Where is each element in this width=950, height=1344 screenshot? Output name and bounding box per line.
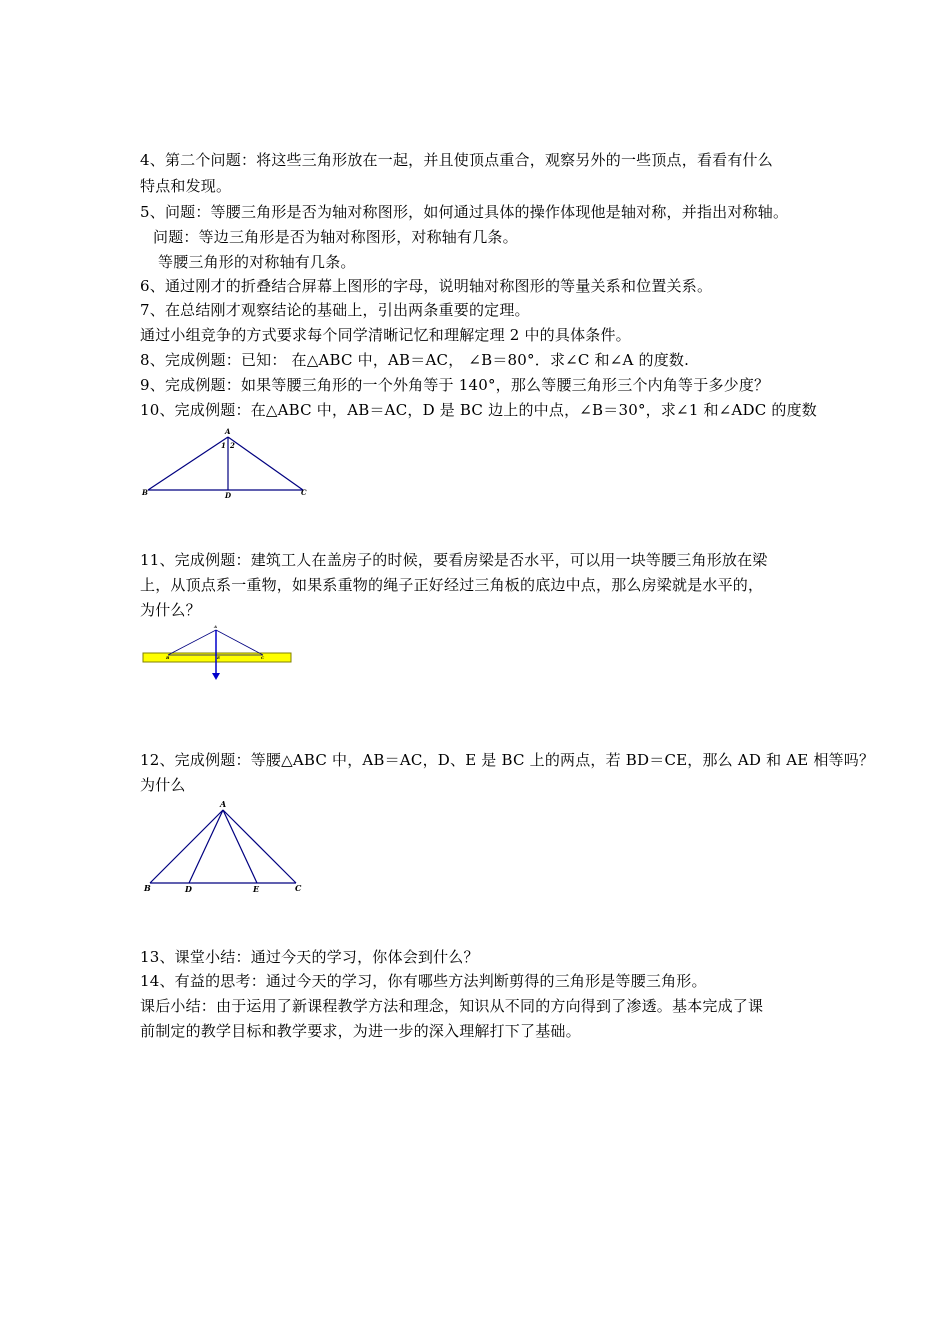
triangle-side-ab <box>168 630 216 655</box>
label-a: A <box>225 427 231 436</box>
label-c: C <box>295 883 302 893</box>
label-a: A <box>214 624 218 629</box>
segment-ad <box>189 810 223 883</box>
side-ab <box>150 810 223 883</box>
label-a: A <box>220 799 227 809</box>
item-8: 8、完成例题：已知： 在△ABC 中，AB＝AC， ∠B＝80°．求∠C 和∠A 的度数. <box>140 351 690 369</box>
item-11-line-2: 上，从顶点系一重物，如果系重物的绳子正好经过三角板的底边中点，那么房梁就是水平的， <box>140 576 764 594</box>
label-c: C <box>301 488 307 497</box>
beam-figure-11 <box>140 622 295 684</box>
label-c: C <box>261 655 265 660</box>
item-11-line-3: 为什么？ <box>140 601 201 619</box>
item-10: 10、完成例题：在△ABC 中，AB＝AC，D 是 BC 边上的中点，∠B＝30°，求∠1 和∠ADC 的度数 <box>140 401 818 419</box>
item-14: 14、有益的思考：通过今天的学习，你有哪些方法判断剪得的三角形是等腰三角形。 <box>140 972 707 990</box>
label-e: E <box>217 655 221 660</box>
angle-1-label: 1 <box>221 441 226 450</box>
triangle-figure-12 <box>140 798 310 898</box>
item-4-line-2: 特点和发现。 <box>140 177 232 195</box>
side-ac <box>223 810 296 883</box>
side-ac <box>228 437 303 490</box>
segment-ae <box>223 810 257 883</box>
weight-arrow-icon <box>212 673 220 680</box>
item-12-line-2: 为什么 <box>140 776 186 794</box>
side-ab <box>148 437 228 490</box>
label-d: D <box>185 884 192 894</box>
label-b: B <box>142 488 148 497</box>
triangle-side-ac <box>216 630 263 655</box>
triangle-figure-10 <box>140 425 310 500</box>
angle-2-label: 2 <box>230 441 235 450</box>
item-9: 9、完成例题：如果等腰三角形的一个外角等于 140°，那么等腰三角形三个内角等于多少度？ <box>140 376 770 394</box>
item-11-line-1: 11、完成例题：建筑工人在盖房子的时候，要看房梁是否水平，可以用一块等腰三角形放在梁 <box>140 551 768 569</box>
item-12-line-1: 12、完成例题：等腰△ABC 中，AB＝AC，D、E 是 BC 上的两点，若 BD＝CE，那么 AD 和 AE 相等吗？ <box>140 751 875 769</box>
item-5-line-3: 等腰三角形的对称轴有几条。 <box>158 253 356 271</box>
item-13: 13、课堂小结：通过今天的学习，你体会到什么？ <box>140 948 479 966</box>
label-b: B <box>144 883 151 893</box>
item-4-line-1: 4、第二个问题：将这些三角形放在一起，并且使顶点重合，观察另外的一些顶点，看看有什么 <box>140 151 773 169</box>
item-7-line-2: 通过小组竞争的方式要求每个同学清晰记忆和理解定理 2 中的具体条件。 <box>140 326 631 344</box>
summary-line-1: 课后小结：由于运用了新课程教学方法和理念，知识从不同的方向得到了渗透。基本完成了课 <box>140 997 764 1015</box>
item-6: 6、通过刚才的折叠结合屏幕上图形的字母，说明轴对称图形的等量关系和位置关系。 <box>140 277 713 295</box>
label-b: B <box>166 655 170 660</box>
label-d: D <box>225 491 232 500</box>
label-e: E <box>253 884 260 894</box>
item-5-line-2: 问题：等边三角形是否为轴对称图形，对称轴有几条。 <box>153 228 518 246</box>
summary-line-2: 前制定的教学目标和教学要求，为进一步的深入理解打下了基础。 <box>140 1022 581 1040</box>
item-5-line-1: 5、问题：等腰三角形是否为轴对称图形，如何通过具体的操作体现他是轴对称，并指出对称轴。 <box>140 203 789 221</box>
item-7-line-1: 7、在总结刚才观察结论的基础上，引出两条重要的定理。 <box>140 301 530 319</box>
